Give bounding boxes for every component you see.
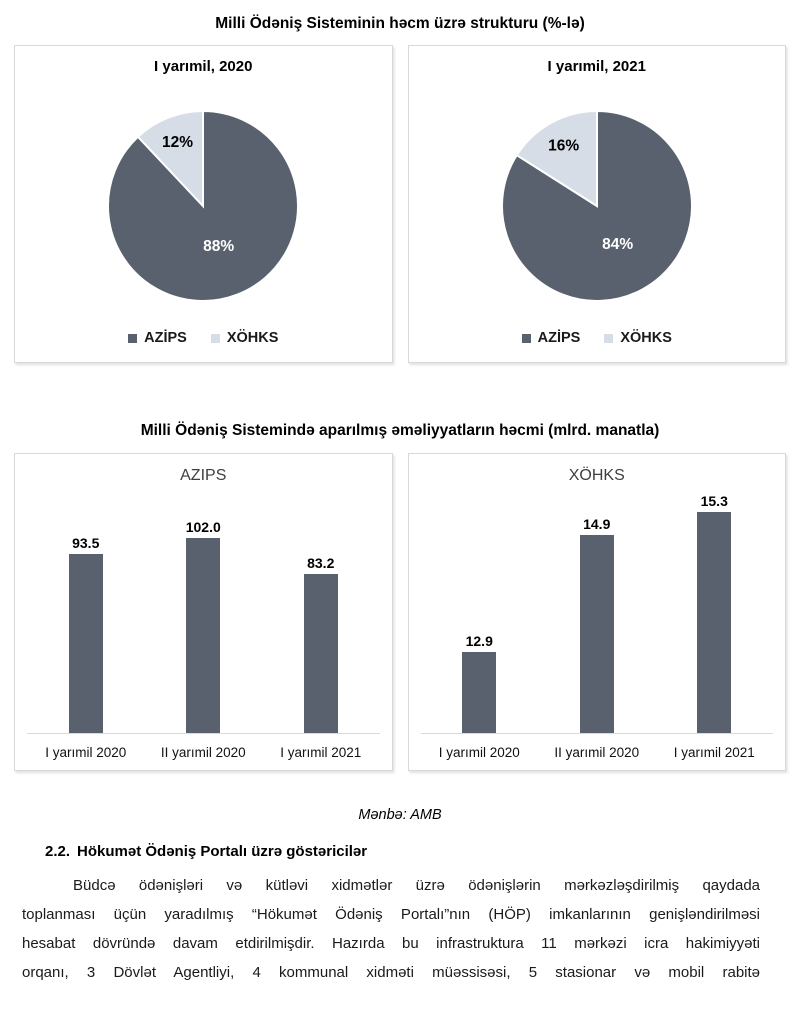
bar-group bbox=[656, 493, 773, 734]
category-label: I yarımil 2020 bbox=[45, 745, 127, 760]
pie-panel-2021 bbox=[408, 45, 787, 363]
pie-value-label: 16% bbox=[547, 137, 579, 155]
bar-value-label: 83.2 bbox=[307, 555, 335, 571]
bar-panel-xohks bbox=[408, 453, 787, 771]
x-axis-line bbox=[421, 733, 774, 734]
bar-group bbox=[538, 516, 655, 734]
section-number: 2.2. bbox=[45, 843, 71, 860]
bar-plot-azips bbox=[27, 494, 380, 734]
legend-label-xohks: XÖHKS bbox=[620, 330, 672, 346]
bar-value-label: 93.5 bbox=[72, 535, 100, 551]
bar-i-yarimil-2020 bbox=[69, 554, 103, 734]
category-labels-row bbox=[27, 745, 380, 760]
bar-i-yarimil-2020 bbox=[462, 652, 496, 734]
bar-value-label: 15.3 bbox=[700, 493, 728, 509]
bar-panel-title: AZIPS bbox=[180, 467, 227, 484]
category-label: I yarımil 2021 bbox=[673, 745, 755, 760]
bar-value-label: 14.9 bbox=[583, 516, 611, 532]
pie-panel-title: I yarımil, 2020 bbox=[154, 58, 253, 75]
section-title: Hökumət Ödəniş Portalı üzrə göstəricilər bbox=[77, 843, 368, 860]
bar-ii-yarimil-2020 bbox=[186, 538, 220, 734]
bar-charts-row bbox=[14, 453, 786, 771]
legend-swatch-azips bbox=[128, 334, 137, 343]
legend-item-xohks bbox=[211, 330, 279, 346]
category-label: I yarımil 2021 bbox=[280, 745, 362, 760]
category-labels-row bbox=[421, 745, 774, 760]
legend-swatch-azips bbox=[522, 334, 531, 343]
bar-group bbox=[421, 633, 538, 734]
paragraph-line: toplanması üçün yaradılmış “Hökumət Ödəniş Portalı”nın (HÖP) imkanlarının genişləndirilməsi bbox=[22, 906, 760, 923]
x-axis-line bbox=[27, 733, 380, 734]
paragraph-line: hesabat dövründə davam etdirilmişdir. Hazırda bu infrastruktura 11 mərkəzi icra hakimiyyəti bbox=[22, 935, 760, 952]
section-heading bbox=[45, 843, 760, 860]
legend-swatch-xohks bbox=[604, 334, 613, 343]
bar-ii-yarimil-2020 bbox=[580, 535, 614, 734]
bar-group bbox=[145, 519, 262, 734]
body-paragraph bbox=[22, 871, 760, 987]
pie-legend bbox=[409, 330, 786, 362]
legend-label-azips: AZİPS bbox=[144, 330, 187, 346]
bar-i-yarimil-2021 bbox=[697, 512, 731, 734]
legend-label-azips: AZİPS bbox=[537, 330, 581, 346]
chart-title-structure: Milli Ödəniş Sisteminin həcm üzrə strukturu (%-lə) bbox=[215, 15, 585, 32]
bar-group bbox=[262, 555, 379, 734]
chart-title-volume: Milli Ödəniş Sistemində aparılmış əməliyyatların həcmi (mlrd. manatla) bbox=[140, 422, 660, 439]
paragraph-line: orqanı, 3 Dövlət Agentliyi, 4 kommunal xidməti müəssisəsi, 5 stasionar və mobil rabitə bbox=[22, 964, 760, 981]
pie-chart-2020 bbox=[98, 101, 308, 311]
legend-label-xohks: XÖHKS bbox=[226, 330, 279, 346]
category-label: II yarımil 2020 bbox=[554, 745, 640, 760]
bar-panel-title: XÖHKS bbox=[568, 467, 625, 484]
bar-value-label: 12.9 bbox=[465, 633, 493, 649]
pie-value-label: 12% bbox=[162, 134, 194, 151]
source-caption: Mənbə: AMB bbox=[358, 807, 442, 823]
category-label: II yarımil 2020 bbox=[160, 745, 246, 760]
category-label: I yarımil 2020 bbox=[438, 745, 520, 760]
bar-panel-azips bbox=[14, 453, 393, 771]
pie-legend bbox=[15, 330, 392, 362]
legend-swatch-xohks bbox=[211, 334, 220, 343]
bar-group bbox=[27, 535, 144, 734]
pie-panel-title: I yarımil, 2021 bbox=[547, 58, 646, 75]
pie-panel-2020 bbox=[14, 45, 393, 363]
pie-charts-row bbox=[14, 45, 786, 363]
paragraph-line: Büdcə ödənişləri və kütləvi xidmətlər üzrə ödənişlərin mərkəzləşdirilmiş qaydada bbox=[73, 877, 760, 894]
bar-i-yarimil-2021 bbox=[304, 574, 338, 734]
legend-item-azips bbox=[522, 330, 581, 346]
legend-item-xohks bbox=[604, 330, 672, 346]
pie-value-label: 84% bbox=[601, 236, 633, 253]
pie-value-label: 88% bbox=[203, 238, 235, 256]
page bbox=[0, 14, 800, 1025]
legend-item-azips bbox=[128, 330, 187, 346]
pie-chart-2021 bbox=[492, 101, 702, 311]
bar-plot-xohks bbox=[421, 494, 774, 734]
bar-value-label: 102.0 bbox=[185, 519, 221, 535]
